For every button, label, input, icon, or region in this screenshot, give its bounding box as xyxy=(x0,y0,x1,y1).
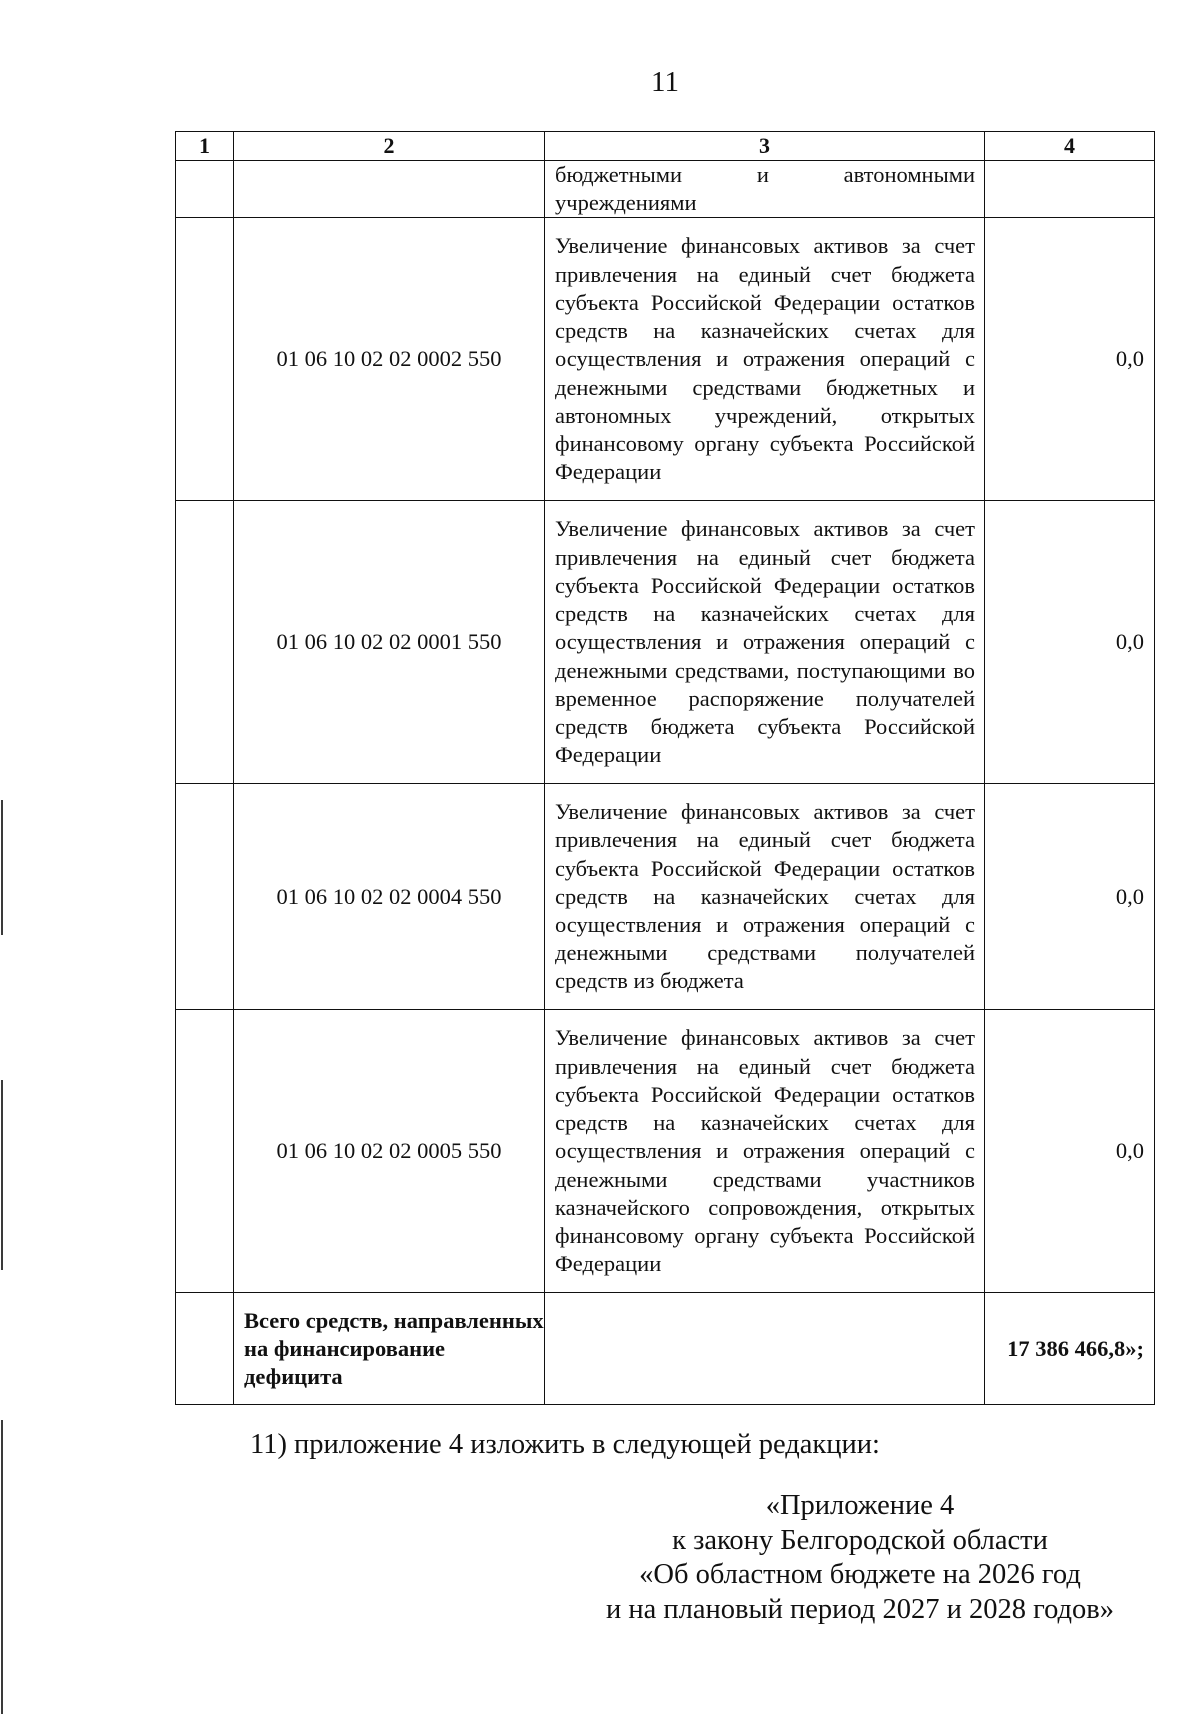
table-row xyxy=(176,501,1155,784)
description-cell: бюджетными и автономными учреждениями xyxy=(545,161,985,218)
page-number: 11 xyxy=(651,66,679,98)
table-row xyxy=(176,161,1155,218)
column-header-1: 1 xyxy=(176,132,234,161)
table-header-row xyxy=(176,132,1155,161)
amount-cell: 0,0 xyxy=(985,784,1155,1010)
row-number-cell xyxy=(176,1293,234,1405)
table-row xyxy=(176,1010,1155,1293)
description-cell: Увеличение финансовых активов за счет привлечения на единый счет бюджета субъекта Российской Федерации остатков средств на казначейских счетах для осуществления и отражения операций с денежными средствами, поступающими во временное распоряжение получателей средств бюджета субъекта Российской Федерации xyxy=(545,501,985,784)
table-row xyxy=(176,218,1155,501)
row-number-cell xyxy=(176,218,234,501)
amount-cell: 0,0 xyxy=(985,501,1155,784)
annex-line-2: к закону Белгородской области xyxy=(672,1524,1048,1556)
amount-cell xyxy=(985,161,1155,218)
description-cell: Увеличение финансовых активов за счет привлечения на единый счет бюджета субъекта Российской Федерации остатков средств на казначейских счетах для осуществления и отражения операций с денежными средствами бюджетных и автономных учреждений, открытых финансовому органу субъекта Российской Федерации xyxy=(545,218,985,501)
total-row xyxy=(176,1293,1155,1405)
total-label: Всего средств, направленных на финансирование дефицита xyxy=(234,1293,545,1405)
annex-line-4: и на плановый период 2027 и 2028 годов» xyxy=(606,1593,1114,1625)
scan-margin-line-lower xyxy=(1,1420,3,1714)
total-amount: 17 386 466,8»; xyxy=(985,1293,1155,1405)
description-cell: Увеличение финансовых активов за счет привлечения на единый счет бюджета субъекта Российской Федерации остатков средств на казначейских счетах для осуществления и отражения операций с денежными средствами получателей средств из бюджета xyxy=(545,784,985,1010)
total-description-cell xyxy=(545,1293,985,1405)
annex-line-1: «Приложение 4 xyxy=(765,1490,955,1521)
code-cell: 01 06 10 02 02 0004 550 xyxy=(234,784,545,1010)
code-cell xyxy=(234,161,545,218)
column-header-3: 3 xyxy=(545,132,985,161)
amendment-paragraph: 11) приложение 4 изложить в следующей редакции: xyxy=(250,1429,880,1460)
column-header-2: 2 xyxy=(234,132,545,161)
amount-cell: 0,0 xyxy=(985,218,1155,501)
row-number-cell xyxy=(176,1010,234,1293)
scan-margin-line-upper xyxy=(1,800,3,935)
annex-heading xyxy=(560,1489,1160,1627)
row-number-cell xyxy=(176,501,234,784)
row-number-cell xyxy=(176,161,234,218)
sources-of-financing-table xyxy=(175,131,1155,1405)
annex-line-3: «Об областном бюджете на 2026 год xyxy=(639,1559,1081,1590)
description-cell: Увеличение финансовых активов за счет привлечения на единый счет бюджета субъекта Российской Федерации остатков средств на казначейских счетах для осуществления и отражения операций с денежными средствами участников казначейского сопровождения, открытых финансовому органу субъекта Российской Федерации xyxy=(545,1010,985,1293)
code-cell: 01 06 10 02 02 0002 550 xyxy=(234,218,545,501)
amount-cell: 0,0 xyxy=(985,1010,1155,1293)
code-cell: 01 06 10 02 02 0001 550 xyxy=(234,501,545,784)
scan-margin-line-middle xyxy=(1,1080,3,1270)
row-number-cell xyxy=(176,784,234,1010)
code-cell: 01 06 10 02 02 0005 550 xyxy=(234,1010,545,1293)
table-row xyxy=(176,784,1155,1010)
column-header-4: 4 xyxy=(985,132,1155,161)
